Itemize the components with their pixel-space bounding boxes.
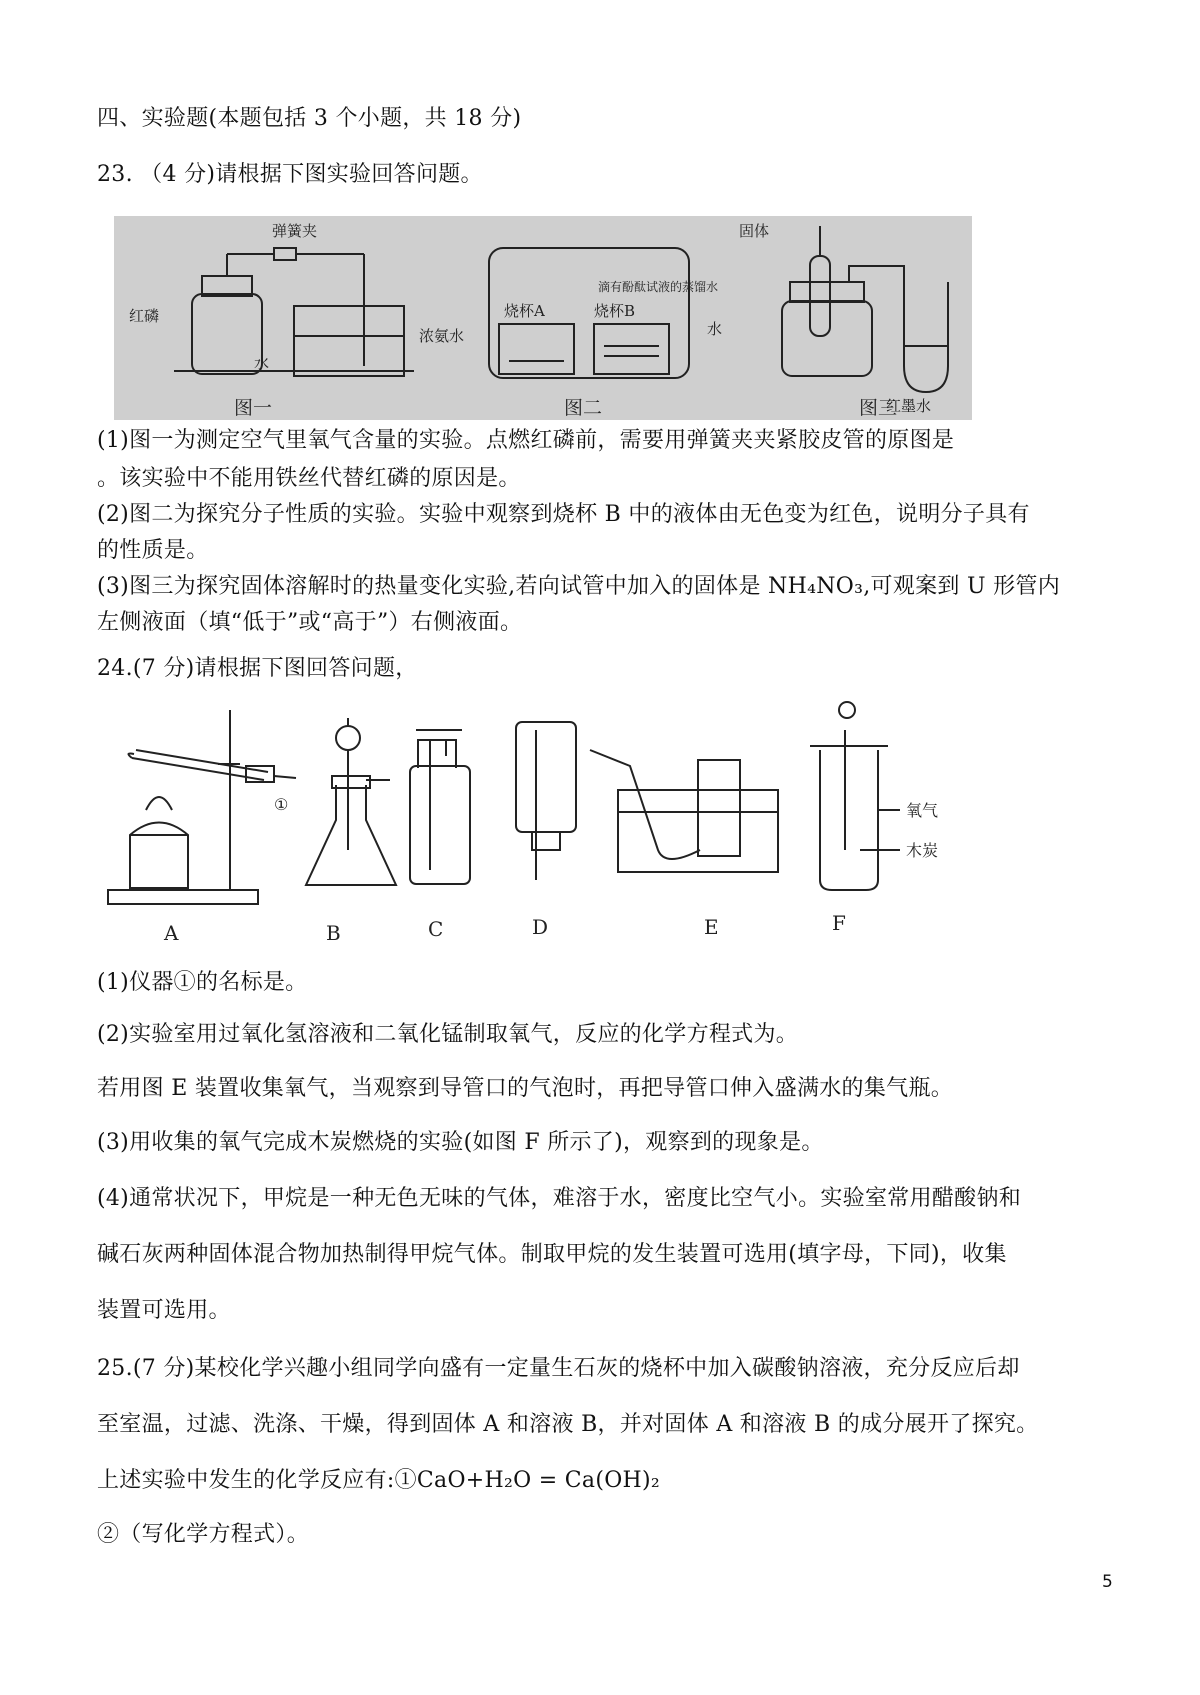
q25-line2: 至室温，过滤、洗涤、干燥，得到固体 A 和溶液 B，并对固体 A 和溶液 B 的成分展开了探究。 [97, 1412, 1039, 1437]
beaker-b-label: 烧杯B [594, 302, 636, 320]
label-a: A [164, 921, 179, 945]
beaker-a-label: 烧杯A [504, 302, 545, 320]
q24-part1: (1)仪器①的名标是。 [97, 970, 308, 995]
water-label: 水 [254, 354, 270, 372]
label-e: E [704, 915, 719, 939]
phenolphthalein-water-label: 滴有酚酞试液的蒸馏水 [598, 280, 719, 294]
q23-part2-line1: (2)图二为探究分子性质的实验。实验中观察到烧杯 B 中的液体由无色变为红色，说明分子具有 [97, 502, 1030, 527]
clamp-label: 弹簧夹 [272, 222, 318, 240]
q23-part1-line1: (1)图一为测定空气里氧气含量的实验。点燃红磷前，需要用弹簧夹夹紧胶皮管的原图是 [97, 428, 955, 453]
q24-part4-line3: 装置可选用。 [97, 1298, 231, 1323]
q24-part2: (2)实验室用过氧化氢溶液和二氧化锰制取氧气，反应的化学方程式为。 [97, 1022, 799, 1047]
oxygen-label: 氧气 [906, 801, 939, 820]
question-24-stem: 24.(7 分)请根据下图回答问题， [97, 656, 418, 681]
water2-label: 水 [707, 320, 723, 338]
q23-part2-line2: 的性质是。 [97, 538, 209, 563]
label-d: D [532, 915, 549, 939]
q23-part3-line2: 左侧液面（填“低于”或“高于”）右侧液面。 [97, 610, 523, 635]
label-c: C [428, 917, 444, 941]
q24-part4-line2: 碱石灰两种固体混合物加热制得甲烷气体。制取甲烷的发生装置可选用(填字母，下同)，收集 [97, 1242, 1007, 1267]
label-b: B [326, 921, 341, 945]
question-23-stem: 23. （4 分)请根据下图实验回答问题。 [97, 162, 483, 187]
red-ink-label: 红墨水 [886, 397, 932, 415]
q25-line1: 25.(7 分)某校化学兴趣小组同学向盛有一定量生石灰的烧杯中加入碳酸钠溶液，充分反应后却 [97, 1356, 1020, 1381]
q24-part4-line1: (4)通常状况下，甲烷是一种无色无味的气体，难溶于水，密度比空气小。实验室常用醋酸钠和 [97, 1186, 1022, 1211]
figure-2-caption: 图二 [564, 397, 603, 419]
ammonia-label: 浓氨水 [419, 327, 465, 345]
label-f: F [832, 911, 846, 935]
solid-label: 固体 [739, 222, 770, 240]
page-number: 5 [1102, 1572, 1113, 1592]
q24-figure [100, 700, 1030, 950]
charcoal-label: 木炭 [906, 841, 939, 860]
q25-reaction-1: 上述实验中发生的化学反应有:①CaO+H₂O = Ca(OH)₂ [97, 1468, 661, 1493]
q23-figure [114, 216, 972, 420]
q24-part2-cont: 若用图 E 装置收集氧气，当观察到导管口的气泡时，再把导管口伸入盛满水的集气瓶。 [97, 1076, 954, 1101]
section-title: 四、实验题(本题包括 3 个小题，共 18 分) [97, 106, 522, 131]
q23-part3-line1: (3)图三为探究固体溶解时的热量变化实验,若向试管中加入的固体是 NH₄NO₃,可观案到 U 形管内 [97, 574, 1061, 599]
figure-3-caption: 图三 [859, 397, 898, 419]
q24-part3: (3)用收集的氧气完成木炭燃烧的实验(如图 F 所示了)，观察到的现象是。 [97, 1130, 824, 1155]
figure-1-caption: 图一 [234, 397, 273, 419]
red-phosphorus-label: 红磷 [129, 307, 160, 325]
q23-part1-line2: 。该实验中不能用铁丝代替红磷的原因是。 [97, 466, 521, 491]
q25-reaction-2: ②（写化学方程式）。 [97, 1522, 310, 1547]
instrument-1-label: ① [274, 795, 289, 814]
